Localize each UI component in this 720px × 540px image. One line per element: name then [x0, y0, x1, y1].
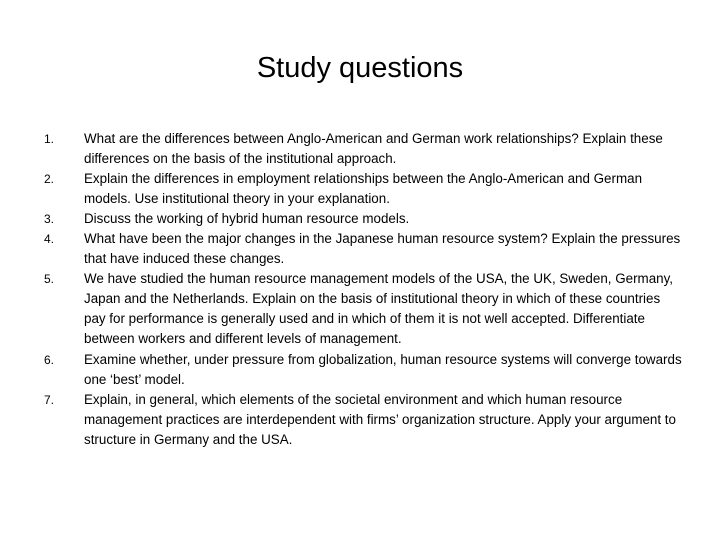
question-text: We have studied the human resource management models of the USA, the UK, Sweden, Germany, Japan and the Netherlands. Explain on the basis of institutional theory in which of these countries pay for performance is generally used and in which of them it is not well accepted. Differentiate between workers and different levels of management.: [84, 271, 674, 347]
question-number: 1.: [44, 132, 55, 146]
question-text: Explain the differences in employment relationships between the Anglo-American and German models. Use institutional theory in your explanation.: [84, 171, 643, 207]
question-number: 4.: [44, 232, 55, 247]
question-number: 6.: [44, 352, 55, 367]
question-text: Explain, in general, which elements of the societal environment and which human resource management practices are interdependent with firms’ organization structure. Apply your argument to structure in Germany and the USA.: [84, 391, 676, 447]
question-item: [44, 169, 684, 209]
question-item: [44, 129, 684, 169]
question-item: [44, 390, 684, 450]
question-number: 7.: [44, 392, 55, 407]
question-item: [44, 269, 684, 349]
question-item: [44, 350, 684, 390]
question-text: What are the differences between Anglo-American and German work relationships? Explain these differences on the basis of the institutional approach.: [84, 131, 663, 167]
question-number: 2.: [44, 172, 55, 187]
question-text: Examine whether, under pressure from globalization, human resource systems will converge towards one ‘best’ model.: [84, 351, 682, 387]
question-item: [44, 209, 684, 229]
question-text: Discuss the working of hybrid human resource models.: [84, 211, 410, 227]
question-text: What have been the major changes in the Japanese human resource system? Explain the pressures that have induced these changes.: [84, 231, 681, 267]
question-number: 5.: [44, 272, 55, 287]
question-list: [44, 129, 684, 450]
question-item: [44, 229, 684, 269]
slide-title: Study questions: [256, 52, 464, 84]
question-number: 3.: [44, 212, 55, 227]
